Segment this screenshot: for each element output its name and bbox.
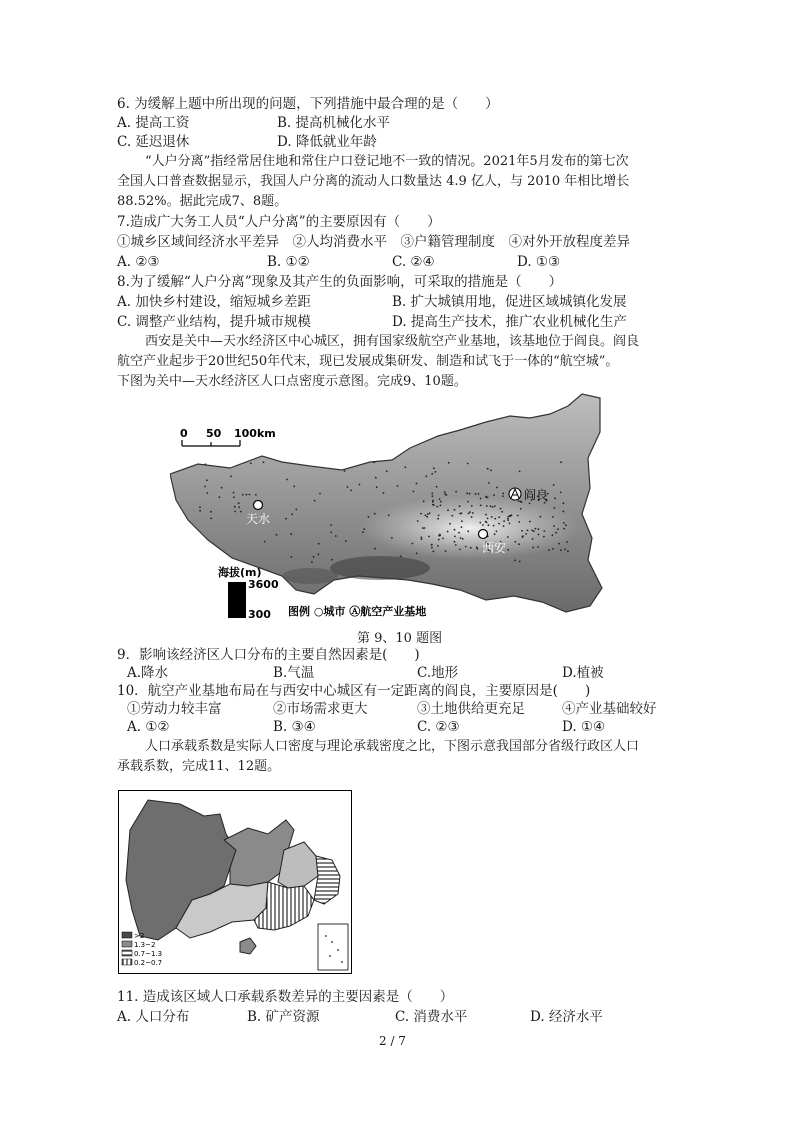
population-dot — [492, 506, 494, 508]
population-dot — [460, 537, 462, 539]
q9-option-d: D.植被 — [562, 665, 604, 681]
population-dot — [383, 492, 385, 494]
population-dot — [276, 534, 278, 536]
population-dot — [440, 501, 442, 503]
population-dot — [350, 490, 352, 492]
population-dot — [543, 536, 545, 538]
population-dot — [386, 470, 388, 472]
population-dot — [509, 515, 511, 517]
population-dot — [359, 484, 361, 486]
legend-4: 0.2~0.7 — [134, 959, 163, 967]
population-dot — [230, 476, 232, 478]
population-dot — [520, 508, 522, 510]
population-dot — [397, 485, 399, 487]
aviation-base-yanliang-icon — [509, 488, 521, 500]
population-dot — [454, 541, 456, 543]
population-dot — [373, 462, 375, 464]
population-dot — [514, 560, 516, 562]
population-dot — [291, 556, 293, 558]
elevation-low: 300 — [248, 608, 271, 618]
elevation-title: 海拔(m) — [218, 566, 262, 579]
population-dot — [518, 500, 520, 502]
population-dot — [363, 528, 365, 530]
population-dot — [445, 550, 447, 552]
population-dot — [518, 521, 520, 523]
population-dot — [431, 547, 433, 549]
q7-option-c: C. ②④ — [392, 254, 435, 270]
q10-option-b: B. ③④ — [273, 719, 316, 735]
population-dot — [502, 493, 504, 495]
q6-stem: 6. 为缓解上题中所出现的问题，下列措施中最合理的是（ ） — [117, 96, 499, 112]
population-dot — [507, 518, 509, 520]
population-dot — [234, 511, 236, 513]
q10-option-d: D. ①④ — [562, 719, 606, 735]
population-dot — [240, 511, 242, 513]
population-dot — [199, 506, 201, 508]
population-dot — [465, 546, 467, 548]
population-dot — [417, 520, 419, 522]
population-dot — [455, 491, 457, 493]
population-dot — [502, 495, 504, 497]
population-dot — [210, 518, 212, 520]
population-dot — [476, 546, 478, 548]
population-dot — [458, 532, 460, 534]
q10-item-2: ②市场需求更大 — [273, 701, 368, 717]
q7-stem: 7.造成广大务工人员“人户分离”的主要原因有（ ） — [117, 214, 441, 230]
population-dot — [472, 512, 474, 514]
passage2-line3: 下图为关中—天水经济区人口点密度示意图。完成9、10题。 — [117, 374, 467, 389]
population-dot — [210, 511, 212, 513]
population-dot — [362, 531, 364, 533]
q6-option-d: D. 降低就业年龄 — [277, 134, 377, 150]
population-dot — [540, 516, 542, 518]
population-dot — [563, 522, 565, 524]
population-dot — [319, 493, 321, 495]
legend-2: 1.3~2 — [134, 941, 156, 949]
q7-option-b: B. ①② — [267, 254, 310, 270]
population-dot — [286, 479, 288, 481]
q10-option-a: A. ①② — [127, 719, 170, 735]
population-dot — [206, 492, 208, 494]
population-dot — [413, 491, 415, 493]
population-dot — [438, 539, 440, 541]
population-dot — [525, 533, 527, 535]
population-dot — [507, 519, 509, 521]
population-dot — [234, 506, 236, 508]
population-dot — [467, 501, 469, 503]
population-dot — [199, 510, 201, 512]
population-dot — [488, 482, 490, 484]
population-dot — [412, 543, 414, 545]
population-dot — [435, 471, 437, 473]
passage3-line1: 人口承载系数是实际人口密度与理论承载密度之比，下图示意我国部分省级行政区人口 — [145, 739, 640, 754]
population-dot — [426, 516, 428, 518]
population-dot — [404, 466, 406, 468]
population-dot — [507, 536, 509, 538]
population-dot — [529, 521, 531, 523]
population-dot — [451, 515, 453, 517]
population-dot — [548, 549, 550, 551]
q11-option-b: B. 矿产资源 — [247, 1009, 320, 1025]
population-dot — [335, 535, 337, 537]
q9-option-a: A.降水 — [127, 665, 169, 681]
population-dot — [461, 512, 463, 514]
scale-label-0: 0 — [180, 427, 188, 440]
population-dot — [519, 471, 521, 473]
q8-stem: 8.为了缓解“人户分离”现象及其产生的负面影响，可采取的措施是（ ） — [117, 274, 563, 290]
population-dot — [219, 496, 221, 498]
population-dot — [475, 493, 477, 495]
q11-option-c: C. 消费水平 — [395, 1009, 468, 1025]
population-dot — [437, 545, 439, 547]
population-dot — [205, 463, 207, 465]
passage2-line1: 西安是关中—天水经济区中心城区，拥有国家级航空产业基地，该基地位于阎良。阎良 — [145, 334, 640, 349]
population-dot — [431, 492, 433, 494]
population-dot — [560, 461, 562, 463]
population-dot — [469, 493, 471, 495]
q9-option-b: B.气温 — [273, 665, 315, 681]
population-dot — [462, 538, 464, 540]
population-dot — [494, 533, 496, 535]
passage2-line2: 航空产业起步于20世纪50年代末，现已发展成集研发、制造和试飞于一体的“航空城”。 — [117, 354, 619, 369]
population-dot — [420, 513, 422, 515]
population-dot — [560, 492, 562, 494]
population-dot — [431, 544, 433, 546]
population-dot — [479, 522, 481, 524]
population-dot — [508, 516, 510, 518]
population-dot — [454, 529, 456, 531]
population-dot — [544, 502, 546, 504]
population-dot — [496, 530, 498, 532]
q10-option-c: C. ②③ — [417, 719, 460, 735]
elevation-bar — [228, 582, 246, 618]
q8-option-a: A. 加快乡村建设，缩短城乡差距 — [117, 294, 311, 310]
population-dot — [519, 561, 521, 563]
population-dot — [482, 524, 484, 526]
population-dot — [493, 525, 495, 527]
population-dot — [427, 513, 429, 515]
q8-option-b: B. 扩大城镇用地，促进区域城镇化发展 — [392, 294, 627, 310]
population-dot — [480, 505, 482, 507]
population-dot — [553, 525, 555, 527]
population-dot — [368, 516, 370, 518]
population-dot — [468, 513, 470, 515]
population-dot — [250, 462, 252, 464]
population-dot — [330, 532, 332, 534]
inset-box — [318, 924, 348, 970]
population-dot — [400, 555, 402, 557]
city-xian-label: 西安 — [482, 541, 507, 555]
population-dot — [509, 523, 511, 525]
population-dot — [532, 538, 534, 540]
population-dot — [552, 548, 554, 550]
population-dot — [438, 515, 440, 517]
population-dot — [566, 541, 568, 543]
population-dot — [416, 483, 418, 485]
population-dot — [439, 498, 441, 500]
q9-option-c: C.地形 — [417, 665, 459, 681]
population-dot — [459, 505, 461, 507]
population-dot — [376, 486, 378, 488]
population-dot — [503, 525, 505, 527]
population-dot — [344, 470, 346, 472]
population-dot — [521, 530, 523, 532]
population-dot — [264, 541, 266, 543]
q6-option-b: B. 提高机械化水平 — [277, 115, 391, 131]
population-dot — [471, 505, 473, 507]
q11-stem: 11. 造成该区域人口承载系数差异的主要因素是（ ） — [117, 989, 454, 1005]
population-dot — [560, 549, 562, 551]
population-dot — [433, 551, 435, 553]
population-dot — [233, 496, 235, 498]
q7-option-a: A. ②③ — [117, 254, 160, 270]
population-dot — [485, 514, 487, 516]
scale-label-100: 100km — [234, 427, 276, 440]
page-number: 2 / 7 — [379, 1034, 406, 1048]
population-dot — [531, 530, 533, 532]
legend-1: >2 — [134, 932, 145, 940]
passage1-line2: 全国人口普查数据显示，我国人户分离的流动人口数量达 4.9 亿人，与 2010 年相比增长 — [117, 174, 630, 189]
population-dot — [567, 550, 569, 552]
population-dot — [480, 498, 482, 500]
population-dot — [444, 491, 446, 493]
q6-option-c: C. 延迟退休 — [117, 134, 190, 150]
population-dot — [469, 511, 471, 513]
population-dot — [439, 534, 441, 536]
population-dot — [388, 514, 390, 516]
q6-option-a: A. 提高工资 — [117, 115, 190, 131]
population-dot — [498, 516, 500, 518]
population-dot — [436, 486, 438, 488]
q11-option-a: A. 人口分布 — [117, 1009, 190, 1025]
population-dot — [295, 509, 297, 511]
population-dot — [318, 553, 320, 555]
population-dot — [422, 527, 424, 529]
population-dot — [311, 561, 313, 563]
population-dot — [563, 528, 565, 530]
population-dot — [493, 494, 495, 496]
q7-items: ①城乡区域间经济水平差异 ②人均消费水平 ③户籍管理制度 ④对外开放程度差异 — [117, 234, 630, 250]
population-dot — [206, 479, 208, 481]
population-density-map — [170, 392, 610, 618]
population-dot — [347, 486, 349, 488]
population-dot — [490, 505, 492, 507]
population-dot — [557, 528, 559, 530]
population-dot — [487, 468, 489, 470]
population-dot — [249, 494, 251, 496]
population-dot — [285, 518, 287, 520]
population-dot — [423, 500, 425, 502]
population-dot — [537, 546, 539, 548]
legend-3: 0.7~1.3 — [134, 950, 163, 958]
population-dot — [467, 463, 469, 465]
population-dot — [291, 513, 293, 515]
yanliang-label: 阎良 — [524, 488, 549, 502]
population-dot — [428, 536, 430, 538]
passage1-line1: “人户分离”指经常居住地和常住户口登记地不一致的情况。2021年5月发布的第七次 — [145, 154, 629, 169]
population-dot — [535, 528, 537, 530]
population-dot — [467, 530, 469, 532]
population-dot — [555, 532, 557, 534]
population-dot — [533, 530, 535, 532]
q10-item-3: ③土地供给更充足 — [417, 701, 525, 717]
city-tianshui-label: 天水 — [246, 512, 271, 526]
population-dot — [440, 505, 442, 507]
population-dot — [518, 543, 520, 545]
population-dot — [461, 526, 463, 528]
q7-option-d: D. ①③ — [517, 254, 561, 270]
population-dot — [263, 461, 265, 463]
population-dot — [447, 531, 449, 533]
population-dot — [529, 503, 531, 505]
population-dot — [433, 467, 435, 469]
carrying-coefficient-map — [118, 790, 352, 974]
population-dot — [496, 487, 498, 489]
population-dot — [517, 515, 519, 517]
population-dot — [466, 492, 468, 494]
population-dot — [563, 502, 565, 504]
population-dot — [511, 514, 513, 516]
population-dot — [290, 533, 292, 535]
population-dot — [424, 527, 426, 529]
population-dot — [255, 494, 257, 496]
map-legend: 图例 ○城市 Ⓐ航空产业基地 — [288, 605, 427, 618]
population-dot — [527, 530, 529, 532]
population-dot — [470, 547, 472, 549]
population-dot — [501, 511, 503, 513]
population-dot — [375, 477, 377, 479]
population-dot — [532, 547, 534, 549]
population-dot — [437, 518, 439, 520]
population-dot — [374, 548, 376, 550]
q10-item-1: ①劳动力较丰富 — [127, 701, 222, 717]
population-dot — [514, 541, 516, 543]
population-dot — [442, 538, 444, 540]
population-dot — [424, 514, 426, 516]
population-dot — [564, 549, 566, 551]
q9-stem: 9．影响该经济区人口分布的主要自然因素是( ) — [117, 647, 420, 663]
population-dot — [432, 495, 434, 497]
population-dot — [432, 500, 434, 502]
population-dot — [558, 543, 560, 545]
population-dot — [521, 501, 523, 503]
q8-option-d: D. 提高生产技术，推广农业机械化生产 — [392, 314, 627, 330]
population-dot — [433, 504, 435, 506]
population-dot — [554, 507, 556, 509]
population-dot — [420, 537, 422, 539]
elevation-high: 3600 — [248, 578, 279, 591]
population-dot — [522, 536, 524, 538]
scale-bar — [180, 427, 276, 446]
population-dot — [554, 497, 556, 499]
population-dot — [318, 543, 320, 545]
passage3-line2: 承载系数，完成11、12题。 — [117, 759, 281, 774]
population-dot — [330, 524, 332, 526]
population-dot — [454, 536, 456, 538]
population-dot — [425, 475, 427, 477]
population-dot — [431, 473, 433, 475]
population-dot — [345, 540, 347, 542]
population-dot — [552, 534, 554, 536]
population-dot — [494, 505, 496, 507]
population-dot — [491, 516, 493, 518]
passage1-line3: 88.52%。据此完成7、8题。 — [117, 194, 288, 209]
population-dot — [429, 512, 431, 514]
population-dot — [314, 500, 316, 502]
population-dot — [416, 553, 418, 555]
population-dot — [436, 506, 438, 508]
city-xian-marker — [479, 530, 488, 539]
population-dot — [221, 487, 223, 489]
population-dot — [331, 559, 333, 561]
population-dot — [238, 506, 240, 508]
population-dot — [507, 549, 509, 551]
population-dot — [238, 502, 240, 504]
scale-label-50: 50 — [206, 427, 222, 440]
population-dot — [374, 513, 376, 515]
population-dot — [461, 520, 463, 522]
population-dot — [538, 528, 540, 530]
population-dot — [478, 493, 480, 495]
population-dot — [543, 530, 545, 532]
population-dot — [313, 556, 315, 558]
population-dot — [455, 544, 457, 546]
q11-option-d: D. 经济水平 — [530, 1009, 603, 1025]
population-dot — [498, 523, 500, 525]
population-dot — [204, 486, 206, 488]
city-tianshui-marker — [254, 501, 263, 510]
population-dot — [391, 537, 393, 539]
population-dot — [488, 524, 490, 526]
population-dot — [454, 509, 456, 511]
population-dot — [233, 492, 235, 494]
population-dot — [503, 520, 505, 522]
population-dot — [459, 549, 461, 551]
population-dot — [485, 521, 487, 523]
population-dot — [246, 494, 248, 496]
population-dot — [562, 511, 564, 513]
population-dot — [449, 523, 451, 525]
population-dot — [565, 524, 567, 526]
population-dot — [293, 486, 295, 488]
population-dot — [421, 538, 423, 540]
population-dot — [444, 493, 446, 495]
q10-item-4: ④产业基础较好 — [562, 701, 657, 717]
population-dot — [487, 518, 489, 520]
population-dot — [553, 484, 555, 486]
map1-caption: 第 9、10 题图 — [357, 631, 443, 646]
population-dot — [490, 470, 492, 472]
population-dot — [538, 534, 540, 536]
population-dot — [471, 516, 473, 518]
population-dot — [447, 509, 449, 511]
q10-stem: 10．航空产业基地布局在与西安中心城区有一定距离的阎良，主要原因是( ) — [117, 683, 591, 699]
population-dot — [494, 518, 496, 520]
population-dot — [552, 516, 554, 518]
population-dot — [485, 496, 487, 498]
population-dot — [242, 494, 244, 496]
population-dot — [486, 505, 488, 507]
population-dot — [448, 462, 450, 464]
q8-option-c: C. 调整产业结构，提升城市规模 — [117, 314, 311, 330]
population-dot — [500, 508, 502, 510]
